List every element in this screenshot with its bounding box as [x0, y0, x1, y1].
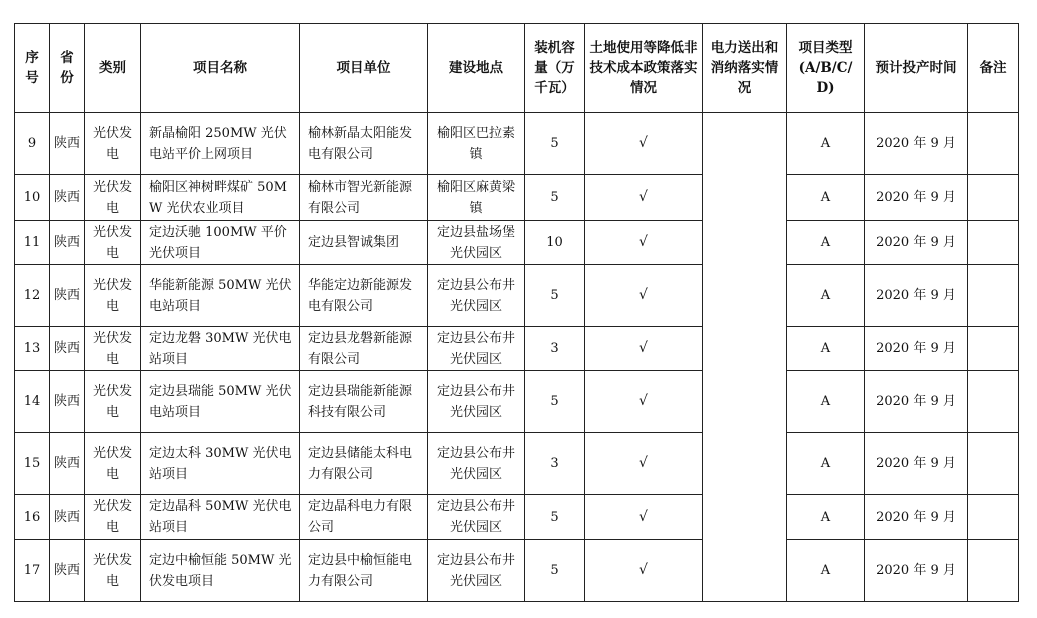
row-land-policy: √	[585, 433, 703, 495]
row-commission-date: 2020 年 9 月	[865, 495, 968, 540]
row-capacity: 5	[525, 265, 585, 327]
row-commission-date: 2020 年 9 月	[865, 175, 968, 221]
row-no: 16	[15, 495, 50, 540]
row-location: 定边县公布井光伏园区	[428, 540, 525, 602]
row-commission-date: 2020 年 9 月	[865, 113, 968, 175]
row-commission-date: 2020 年 9 月	[865, 433, 968, 495]
table-row	[15, 433, 1019, 495]
row-capacity: 5	[525, 495, 585, 540]
row-land-policy: √	[585, 175, 703, 221]
row-project-unit: 定边晶科电力有限公司	[300, 495, 428, 540]
row-category: 光伏发电	[85, 265, 141, 327]
row-no: 13	[15, 327, 50, 371]
row-capacity: 5	[525, 371, 585, 433]
row-commission-date: 2020 年 9 月	[865, 540, 968, 602]
header-commission-date: 预计投产时间	[865, 24, 968, 113]
row-capacity: 5	[525, 113, 585, 175]
row-project-unit: 定边县中榆恒能电力有限公司	[300, 540, 428, 602]
row-no: 9	[15, 113, 50, 175]
row-project-unit: 定边县瑞能新能源科技有限公司	[300, 371, 428, 433]
row-no: 15	[15, 433, 50, 495]
row-category: 光伏发电	[85, 175, 141, 221]
row-province: 陕西	[50, 327, 85, 371]
row-remarks	[968, 540, 1019, 602]
row-land-policy: √	[585, 113, 703, 175]
row-category: 光伏发电	[85, 540, 141, 602]
header-remarks: 备注	[968, 24, 1019, 113]
row-project-type: A	[787, 433, 865, 495]
row-commission-date: 2020 年 9 月	[865, 371, 968, 433]
row-remarks	[968, 495, 1019, 540]
row-location: 榆阳区巴拉素镇	[428, 113, 525, 175]
row-project-unit: 华能定边新能源发电有限公司	[300, 265, 428, 327]
row-power-delivery	[703, 113, 787, 602]
header-row	[15, 24, 1019, 113]
row-remarks	[968, 433, 1019, 495]
row-commission-date: 2020 年 9 月	[865, 327, 968, 371]
header-location: 建设地点	[428, 24, 525, 113]
row-project-name: 榆阳区神树畔煤矿 50MW 光伏农业项目	[141, 175, 300, 221]
header-land-policy: 土地使用等降低非技术成本政策落实情况	[585, 24, 703, 113]
row-capacity: 5	[525, 175, 585, 221]
row-project-name: 华能新能源 50MW 光伏电站项目	[141, 265, 300, 327]
row-province: 陕西	[50, 495, 85, 540]
table-row	[15, 495, 1019, 540]
row-province: 陕西	[50, 175, 85, 221]
header-province: 省份	[50, 24, 85, 113]
row-location: 定边县公布井光伏园区	[428, 327, 525, 371]
row-project-name: 定边沃驰 100MW 平价光伏项目	[141, 221, 300, 265]
row-no: 12	[15, 265, 50, 327]
table-row	[15, 371, 1019, 433]
row-location: 定边县公布井光伏园区	[428, 371, 525, 433]
row-location: 定边县盐场堡光伏园区	[428, 221, 525, 265]
row-province: 陕西	[50, 221, 85, 265]
row-province: 陕西	[50, 433, 85, 495]
row-remarks	[968, 221, 1019, 265]
header-no: 序号	[15, 24, 50, 113]
row-project-name: 新晶榆阳 250MW 光伏电站平价上网项目	[141, 113, 300, 175]
row-capacity: 10	[525, 221, 585, 265]
table-row	[15, 221, 1019, 265]
row-location: 定边县公布井光伏园区	[428, 265, 525, 327]
row-project-unit: 定边县储能太科电力有限公司	[300, 433, 428, 495]
row-location: 定边县公布井光伏园区	[428, 433, 525, 495]
row-project-type: A	[787, 371, 865, 433]
table-row	[15, 540, 1019, 602]
row-project-unit: 定边县智诚集团	[300, 221, 428, 265]
row-land-policy: √	[585, 540, 703, 602]
table-row	[15, 327, 1019, 371]
row-remarks	[968, 327, 1019, 371]
row-land-policy: √	[585, 327, 703, 371]
row-category: 光伏发电	[85, 495, 141, 540]
row-project-name: 定边中榆恒能 50MW 光伏发电项目	[141, 540, 300, 602]
row-category: 光伏发电	[85, 221, 141, 265]
row-remarks	[968, 265, 1019, 327]
row-category: 光伏发电	[85, 371, 141, 433]
row-no: 11	[15, 221, 50, 265]
row-project-unit: 定边县龙磐新能源有限公司	[300, 327, 428, 371]
row-project-type: A	[787, 221, 865, 265]
row-no: 14	[15, 371, 50, 433]
row-project-name: 定边龙磐 30MW 光伏电站项目	[141, 327, 300, 371]
header-project-type: 项目类型(A/B/C/D)	[787, 24, 865, 113]
row-project-name: 定边太科 30MW 光伏电站项目	[141, 433, 300, 495]
row-location: 榆阳区麻黄梁镇	[428, 175, 525, 221]
header-capacity: 装机容量（万千瓦）	[525, 24, 585, 113]
table-row	[15, 265, 1019, 327]
row-category: 光伏发电	[85, 327, 141, 371]
row-no: 10	[15, 175, 50, 221]
row-capacity: 5	[525, 540, 585, 602]
row-province: 陕西	[50, 265, 85, 327]
row-category: 光伏发电	[85, 433, 141, 495]
row-commission-date: 2020 年 9 月	[865, 221, 968, 265]
row-category: 光伏发电	[85, 113, 141, 175]
row-project-type: A	[787, 495, 865, 540]
row-project-type: A	[787, 540, 865, 602]
row-location: 定边县公布井光伏园区	[428, 495, 525, 540]
row-project-type: A	[787, 265, 865, 327]
row-province: 陕西	[50, 113, 85, 175]
row-project-type: A	[787, 327, 865, 371]
row-remarks	[968, 371, 1019, 433]
table-row	[15, 113, 1019, 175]
row-remarks	[968, 175, 1019, 221]
row-project-type: A	[787, 113, 865, 175]
row-no: 17	[15, 540, 50, 602]
row-project-name: 定边县瑞能 50MW 光伏电站项目	[141, 371, 300, 433]
row-commission-date: 2020 年 9 月	[865, 265, 968, 327]
row-project-unit: 榆林新晶太阳能发电有限公司	[300, 113, 428, 175]
row-land-policy: √	[585, 371, 703, 433]
row-remarks	[968, 113, 1019, 175]
row-province: 陕西	[50, 540, 85, 602]
row-province: 陕西	[50, 371, 85, 433]
row-project-unit: 榆林市智光新能源有限公司	[300, 175, 428, 221]
table-row	[15, 175, 1019, 221]
row-capacity: 3	[525, 433, 585, 495]
row-land-policy: √	[585, 221, 703, 265]
header-project-unit: 项目单位	[300, 24, 428, 113]
header-project-name: 项目名称	[141, 24, 300, 113]
row-project-name: 定边晶科 50MW 光伏电站项目	[141, 495, 300, 540]
project-table	[14, 23, 1019, 602]
row-project-type: A	[787, 175, 865, 221]
header-category: 类别	[85, 24, 141, 113]
row-land-policy: √	[585, 495, 703, 540]
header-power-delivery: 电力送出和消纳落实情况	[703, 24, 787, 113]
row-land-policy: √	[585, 265, 703, 327]
row-capacity: 3	[525, 327, 585, 371]
